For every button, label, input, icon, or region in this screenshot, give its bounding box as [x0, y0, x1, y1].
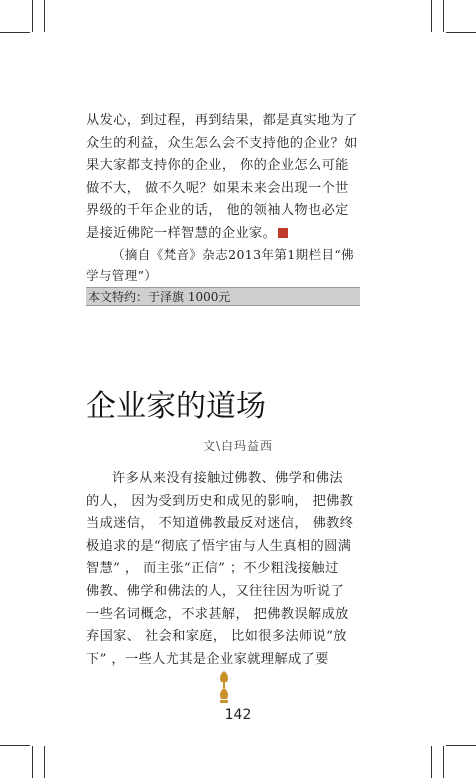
paragraph-line: 界级的千年企业的话， 他的领袖人物也必定 [86, 203, 349, 219]
sponsor-credit-bar: 本文特约：于泽旗 1000元 [86, 287, 360, 306]
crop-mark [32, 746, 33, 778]
article-body [86, 468, 360, 671]
article-line: 的人， 因为受到历史和成见的影响， 把佛教 [86, 493, 354, 509]
article-line: 许多从来没有接触过佛教、佛学和佛法 [112, 471, 343, 486]
article-line: 佛教、佛学和佛法的人，又往往因为听说了 [86, 583, 345, 599]
article-line: 智慧” ， 而主张“正信” ；不少粗浅接触过 [86, 561, 339, 577]
crop-mark [0, 32, 30, 33]
crop-mark [431, 746, 432, 778]
paragraph-line: 众生的利益，众生怎么会不支持他的企业？如 [86, 135, 358, 151]
top-paragraph [86, 110, 360, 246]
crop-mark [44, 0, 45, 32]
crop-mark [446, 32, 476, 33]
crop-mark [44, 746, 45, 778]
article-line: 极追求的是“彻底了悟宇宙与人生真相的圆满 [86, 538, 352, 554]
article-line: 下” ，一些人尤其是企业家就理解成了要 [86, 651, 329, 667]
paragraph-line: 果大家都支持你的企业， 你的企业怎么可能 [86, 158, 349, 174]
crop-mark [32, 0, 33, 32]
article-line: 一些名词概念，不求甚解， 把佛教误解成放 [86, 606, 349, 622]
red-seal-icon [278, 228, 288, 238]
paragraph-text: 是接近佛陀一样智慧的企业家。 [86, 225, 277, 241]
paragraph-line-last [86, 223, 360, 246]
paragraph-line: 从发心，到过程，再到结果，都是真实地为了 [86, 113, 358, 128]
paragraph-line: 做不大， 做不久呢？如果未来会出现一个世 [86, 180, 349, 196]
crop-mark [0, 745, 30, 746]
article-line: 当成迷信， 不知道佛教最反对迷信， 佛教终 [86, 516, 354, 532]
source-note [86, 244, 360, 286]
crop-mark [431, 0, 432, 32]
lotus-ornament-icon [218, 670, 230, 706]
crop-mark [443, 746, 444, 778]
article-title: 企业家的道场 [86, 389, 266, 424]
source-note-line: （摘自《梵音》杂志2013年第1期栏目“佛 [112, 247, 355, 262]
page-number: 142 [224, 707, 252, 723]
article-line: 弃国家、 社会和家庭， 比如很多法师说“放 [86, 629, 347, 645]
source-note-line: 学与管理”） [86, 268, 158, 283]
article-author: 文\白玛益西 [202, 439, 274, 453]
crop-mark [443, 0, 444, 32]
crop-mark [446, 745, 476, 746]
